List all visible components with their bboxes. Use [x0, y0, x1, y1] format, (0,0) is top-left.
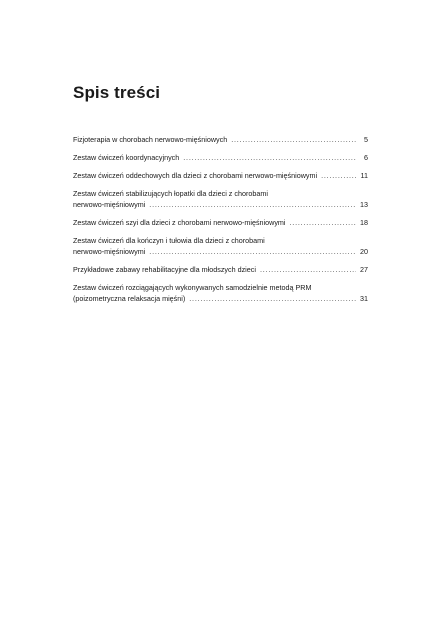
toc-page-number: 5 — [364, 135, 368, 144]
toc-entry — [73, 282, 368, 304]
toc-entry-line — [73, 152, 368, 163]
toc-page-number: 6 — [364, 153, 368, 162]
toc-entry-line — [73, 217, 368, 228]
toc-entry-line — [73, 134, 368, 145]
toc-entry-title: Zestaw ćwiczeń szyi dla dzieci z chorobami nerwowo-mięśniowymi — [73, 218, 286, 227]
toc-entry-line — [73, 170, 368, 181]
dot-leader — [149, 199, 356, 210]
toc-entry-title-line2: (poizometryczna relaksacja mięśni) — [73, 294, 186, 303]
toc-entry — [73, 188, 368, 210]
toc-page-number: 20 — [360, 247, 368, 256]
toc-entry — [73, 217, 368, 228]
toc-entry — [73, 235, 368, 257]
dot-leader — [231, 134, 356, 145]
dot-leader — [149, 246, 356, 257]
toc-page-number: 27 — [360, 265, 368, 274]
dot-leader — [183, 152, 356, 163]
toc-entry-title-line1: Zestaw ćwiczeń rozciągających wykonywanych samodzielnie metodą PRM — [73, 283, 312, 292]
dot-leader — [290, 217, 357, 228]
toc-entry-line — [73, 264, 368, 275]
toc-entry-title-line1: Zestaw ćwiczeń stabilizujących łopatki dla dzieci z chorobami — [73, 189, 268, 198]
toc-title: Spis treści — [73, 83, 161, 102]
toc-entry-line — [73, 199, 368, 210]
toc-page-number: 11 — [360, 171, 368, 180]
toc-entry-title: Fizjoterapia w chorobach nerwowo-mięśniowych — [73, 135, 228, 144]
dot-leader — [189, 293, 356, 304]
toc-entry — [73, 152, 368, 163]
toc-entry-title-line2: nerwowo-mięśniowymi — [73, 200, 146, 209]
dot-leader — [321, 170, 356, 181]
toc-entry-title: Zestaw ćwiczeń oddechowych dla dzieci z chorobami nerwowo-mięśniowymi — [73, 171, 318, 180]
toc-page-number: 18 — [360, 218, 368, 227]
dot-leader — [260, 264, 356, 275]
toc-entry — [73, 170, 368, 181]
toc-page-number: 13 — [360, 200, 368, 209]
toc-entry — [73, 134, 368, 145]
toc-entry-title-line2: nerwowo-mięśniowymi — [73, 247, 146, 256]
toc-entry-title: Zestaw ćwiczeń koordynacyjnych — [73, 153, 180, 162]
toc-entry-title-line1: Zestaw ćwiczeń dla kończyn i tułowia dla dzieci z chorobami — [73, 236, 265, 245]
toc-entry-line — [73, 293, 368, 304]
toc-entry — [73, 264, 368, 275]
toc-page-number: 31 — [360, 294, 368, 303]
toc-entry-line — [73, 246, 368, 257]
toc-entry-title: Przykładowe zabawy rehabilitacyjne dla młodszych dzieci — [73, 265, 256, 274]
toc-list — [73, 134, 368, 311]
